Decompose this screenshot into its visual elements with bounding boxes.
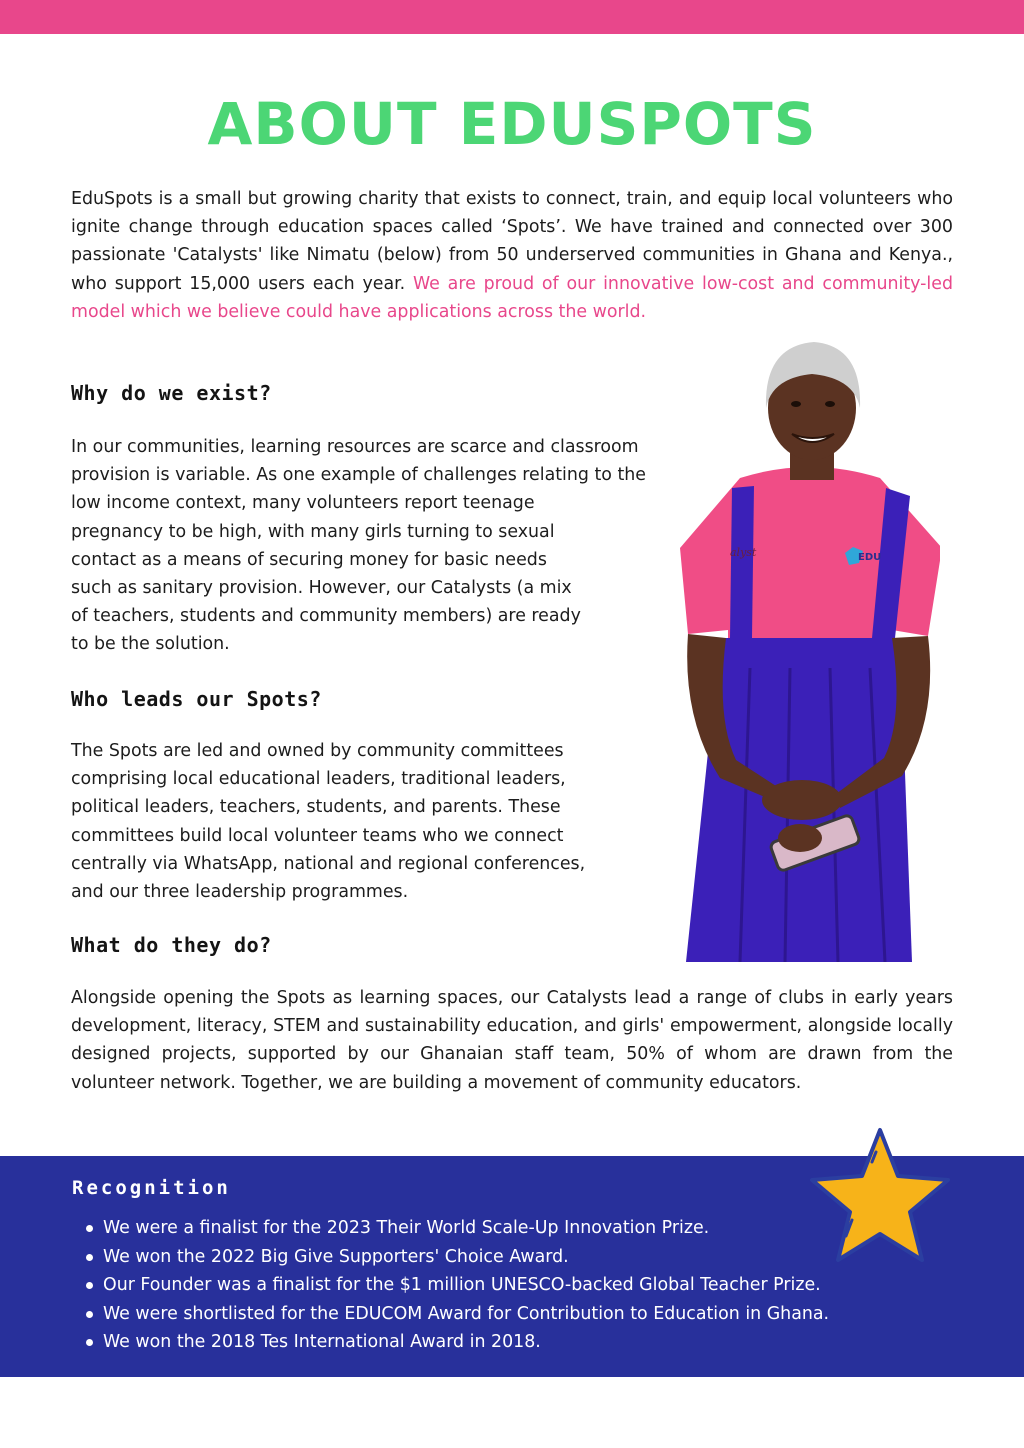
star-icon: [808, 1124, 954, 1266]
list-item: We won the 2022 Big Give Supporters' Choice Award.: [86, 1243, 829, 1272]
intro-highlight: We are proud of our innovative low-cost and community-led model which we believe could have applications across the world.: [71, 273, 953, 322]
recognition-heading: Recognition: [72, 1177, 231, 1199]
catalyst-photo: [680, 338, 940, 962]
text-line: of teachers, students and community members) are ready: [71, 606, 581, 627]
text-line: contact as a means of securing money for basic needs: [71, 549, 547, 570]
heading-who-leads: Who leads our Spots?: [71, 687, 322, 711]
page-title: ABOUT EDUSPOTS: [207, 90, 817, 158]
list-item: We won the 2018 Tes International Award in 2018.: [86, 1328, 829, 1357]
text-line: provision is variable. As one example of challenges relating to the: [71, 465, 647, 486]
svg-text:EDU: EDU: [858, 552, 882, 563]
text-line: to be the solution.: [71, 634, 230, 655]
intro-paragraph: [71, 185, 953, 326]
text-line: pregnancy to be high, with many girls turning to sexual: [71, 521, 555, 542]
text-line: political leaders, teachers, students, and parents. These: [71, 797, 561, 818]
text-line: such as sanitary provision. However, our Catalysts (a mix: [71, 578, 572, 599]
paragraph-what-do: Alongside opening the Spots as learning spaces, our Catalysts lead a range of clubs in early years development, literacy, STEM and sustainability education, and girls' empowerment, alongside locally designed projects, supported by our Ghanaian staff team, 50% of whom are drawn from the volunteer network. Together, we are building a movement of community educators.: [71, 988, 953, 1093]
text-line: low income context, many volunteers report teenage: [71, 493, 535, 514]
recognition-list: [86, 1214, 829, 1357]
text-line: The Spots are led and owned by community committees: [71, 741, 564, 761]
text-line: and our three leadership programmes.: [71, 882, 409, 903]
list-item: Our Founder was a finalist for the $1 million UNESCO-backed Global Teacher Prize.: [86, 1271, 829, 1300]
text-line: centrally via WhatsApp, national and regional conferences,: [71, 853, 586, 874]
text-line: In our communities, learning resources are scarce and classroom: [71, 437, 639, 457]
list-item: We were a finalist for the 2023 Their World Scale-Up Innovation Prize.: [86, 1214, 829, 1243]
heading-what-do: What do they do?: [71, 933, 272, 957]
paragraph-who-leads: [71, 737, 671, 906]
text-line: committees build local volunteer teams who we connect: [71, 825, 564, 846]
shirt-text: alyst: [730, 546, 757, 559]
paragraph-why-exist: [71, 433, 731, 659]
heading-why-exist: Why do we exist?: [71, 381, 272, 405]
list-item: We were shortlisted for the EDUCOM Award for Contribution to Education in Ghana.: [86, 1300, 829, 1329]
intro-text: EduSpots is a small but growing charity that exists to connect, train, and equip local volunteers who ignite change through education spaces called ‘Spots’. We have trained and connected over 300 passionate 'Catalysts' like Nimatu (below) from 50 underserved communities in Ghana and Kenya., who support 15,000 users each year.: [71, 189, 953, 294]
top-accent-bar: [0, 0, 1024, 34]
text-line: comprising local educational leaders, traditional leaders,: [71, 769, 566, 790]
